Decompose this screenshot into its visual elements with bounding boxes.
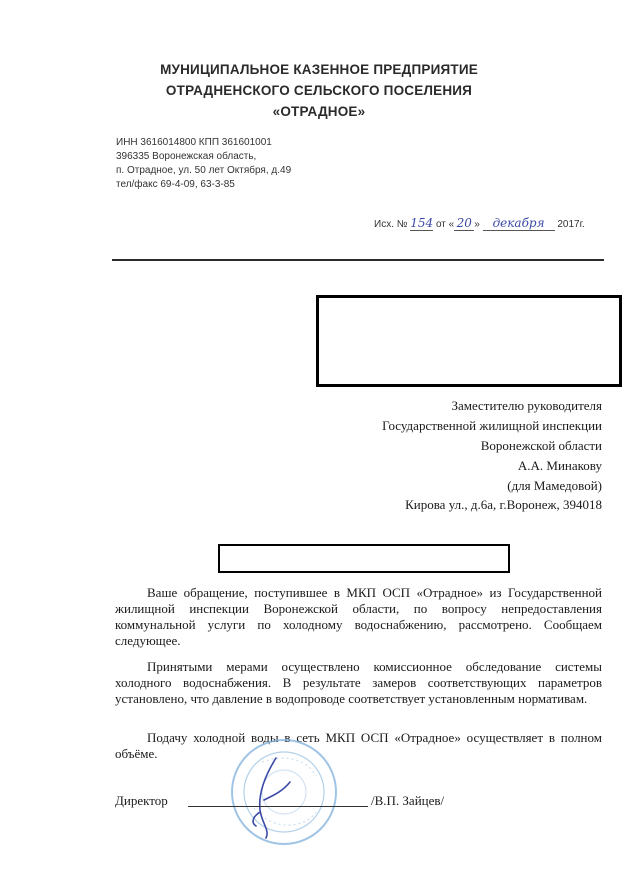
requisites-inn: ИНН 3616014800 КПП 361601001 (116, 137, 272, 148)
signature-name: /В.П. Зайцев/ (371, 793, 445, 808)
body-paragraph-3: Подачу холодной воды в сеть МКП ОСП «Отрадное» осуществляет в полном объёме. (115, 730, 602, 761)
org-name-line3: «ОТРАДНОЕ» (272, 104, 366, 119)
outgoing-close: » (474, 219, 480, 230)
outgoing-prefix: Исх. № (374, 219, 408, 230)
requisites-phone: тел/факс 69-4-09, 63-3-85 (116, 179, 235, 190)
outgoing-number-line (374, 216, 585, 231)
redaction-box-subject (218, 544, 510, 573)
org-name-line2: ОТРАДНЕНСКОГО СЕЛЬСКОГО ПОСЕЛЕНИЯ (165, 83, 473, 98)
recipient-line5: (для Мамедовой) (507, 478, 602, 493)
body-paragraph-1: Ваше обращение, поступившее в МКП ОСП «Отрадное» из Государственной жилищной инспекции Воронежской области, по вопросу непредоставления коммунальной услуги по холодному водоснабжению, рассмотрено. Сообщаем следующее. (115, 585, 602, 648)
handwritten-signature-icon (236, 752, 316, 842)
requisites-address2: п. Отрадное, ул. 50 лет Октября, д.49 (116, 165, 292, 176)
outgoing-number: 154 (410, 216, 434, 230)
recipient-line2: Государственной жилищной инспекции (382, 418, 602, 433)
body-paragraph-2: Принятыми мерами осуществлено комиссионное обследование системы холодного водоснабжения. В результате замеров соответствующих параметров установлено, что давление в водопроводе соответствует установленным нормативам. (115, 659, 602, 706)
recipient-line3: Воронежской области (480, 438, 602, 453)
org-name-line1: МУНИЦИПАЛЬНОЕ КАЗЕННОЕ ПРЕДПРИЯТИЕ (160, 62, 478, 77)
requisites-address1: 396335 Воронежская область, (116, 151, 257, 162)
outgoing-from: от « (435, 219, 455, 230)
redaction-box-recipient (316, 295, 622, 387)
recipient-line6: Кирова ул., д.6а, г.Воронеж, 394018 (405, 497, 602, 512)
signature-title: Директор (115, 793, 168, 808)
recipient-line4: А.А. Минакову (517, 458, 602, 473)
outgoing-month: декабря (483, 216, 555, 231)
header-divider (112, 259, 604, 261)
recipient-line1: Заместителю руководителя (451, 398, 602, 413)
signature-line (188, 806, 368, 807)
outgoing-year: 2017г. (557, 219, 585, 230)
outgoing-day: 20 (454, 216, 474, 231)
